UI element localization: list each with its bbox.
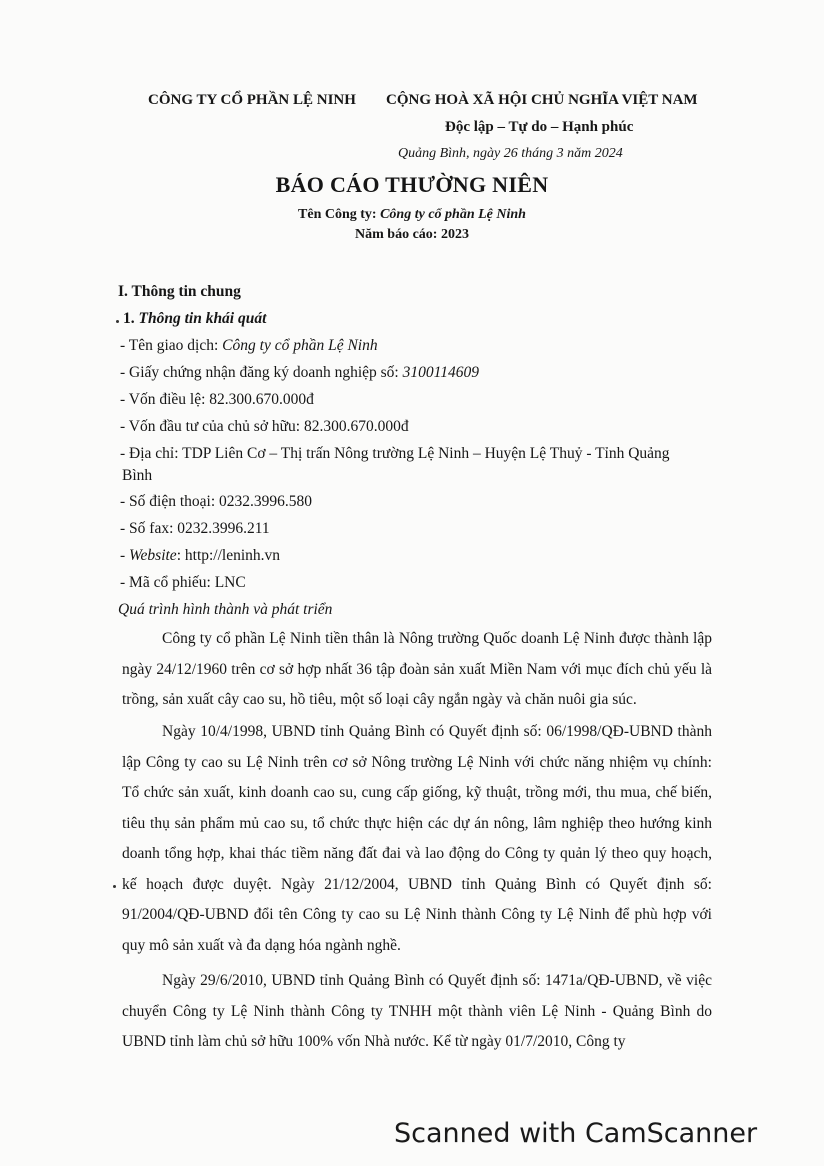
report-year: Năm báo cáo: 2023 [355,227,469,242]
trade-name [120,337,378,355]
website-value: : http://leninh.vn [176,547,281,564]
website-label: Website [129,547,177,564]
charter-capital [120,391,314,409]
business-registration [120,364,479,382]
owner-investment-value: 82.300.670.000đ [304,418,409,435]
phone-number: - Số điện thoại: 0232.3996.580 [120,493,313,510]
camscanner-watermark: Scanned with CamScanner [394,1118,758,1149]
national-motto: Độc lập – Tự do – Hạnh phúc [445,119,634,135]
company-label: Tên Công ty: [298,207,377,222]
company-header: CÔNG TY CỔ PHẦN LỆ NINH [148,92,356,108]
website-prefix: - [120,547,126,564]
sub-heading-number: 1. [123,310,135,327]
website [120,547,280,565]
charter-capital-value: 82.300.670.000đ [209,391,314,408]
trade-name-label: - Tên giao dịch: [120,337,219,354]
history-paragraph-3: Ngày 29/6/2010, UBND tỉnh Quảng Bình có Quyết định số: 1471a/QĐ-UBND, về việc chuyển Công ty Lệ Ninh thành Công ty TNHH một thành viên Lệ Ninh - Quảng Bình do UBND tỉnh làm chủ sở hữu 100% vốn Nhà nước. Kể từ ngày 01/7/2010, Công ty [122,972,712,1050]
trade-name-value: Công ty cổ phần Lệ Ninh [222,337,378,354]
address-line-1: - Địa chỉ: TDP Liên Cơ – Thị trấn Nông trường Lệ Ninh – Huyện Lệ Thuỷ - Tỉnh Quảng [120,445,670,462]
history-paragraph-1: Công ty cổ phần Lệ Ninh tiền thân là Nông trường Quốc doanh Lệ Ninh được thành lập ngày 24/12/1960 trên cơ sở hợp nhất 36 tập đoàn sản xuất Miền Nam với mục đích chủ yếu là trồng, sản xuất cây cao su, hồ tiêu, một số loại cây ngắn ngày và chăn nuôi gia súc. [122,630,712,708]
fax-number: - Số fax: 0232.3996.211 [120,520,270,537]
sub-heading [123,310,266,328]
address-line-2: Bình [122,467,153,484]
place-date: Quảng Bình, ngày 26 tháng 3 năm 2024 [398,146,623,161]
republic-header: CỘNG HOÀ XÃ HỘI CHỦ NGHĨA VIỆT NAM [386,92,698,108]
scan-dot [113,885,116,888]
registration-label: - Giấy chứng nhận đăng ký doanh nghiệp số: [120,364,399,381]
history-heading: Quá trình hình thành và phát triển [118,601,333,618]
scan-dot [116,320,119,323]
report-company-line [0,207,824,223]
section-heading: I. Thông tin chung [118,283,241,300]
report-title: BÁO CÁO THƯỜNG NIÊN [275,172,549,197]
history-paragraph-2: Ngày 10/4/1998, UBND tỉnh Quảng Bình có Quyết định số: 06/1998/QĐ-UBND thành lập Công ty cao su Lệ Ninh trên cơ sở Nông trường Lệ Ninh với chức năng nhiệm vụ chính: Tổ chức sản xuất, kinh doanh cao su, cung cấp giống, kỹ thuật, trồng mới, thu mua, chế biến, tiêu thụ sản phẩm mủ cao su, tổ chức thực hiện các dự án nông, lâm nghiệp theo hướng kinh doanh tổng hợp, khai thác tiềm năng đất đai và lao động do Công ty quản lý theo quy hoạch, kế hoạch được duyệt. Ngày 21/12/2004, UBND tỉnh Quảng Bình có Quyết định số: 91/2004/QĐ-UBND đổi tên Công ty cao su Lệ Ninh thành Công ty Lệ Ninh để phù hợp với quy mô sản xuất và đa dạng hóa ngành nghề. [122,723,712,954]
stock-code: - Mã cổ phiếu: LNC [120,574,246,591]
owner-investment [120,418,409,436]
sub-heading-text: Thông tin khái quát [138,310,267,327]
owner-investment-label: - Vốn đầu tư của chủ sở hữu: [120,418,301,435]
registration-value: 3100114609 [402,364,479,381]
charter-capital-label: - Vốn điều lệ: [120,391,206,408]
company-name: Công ty cổ phần Lệ Ninh [380,207,526,222]
